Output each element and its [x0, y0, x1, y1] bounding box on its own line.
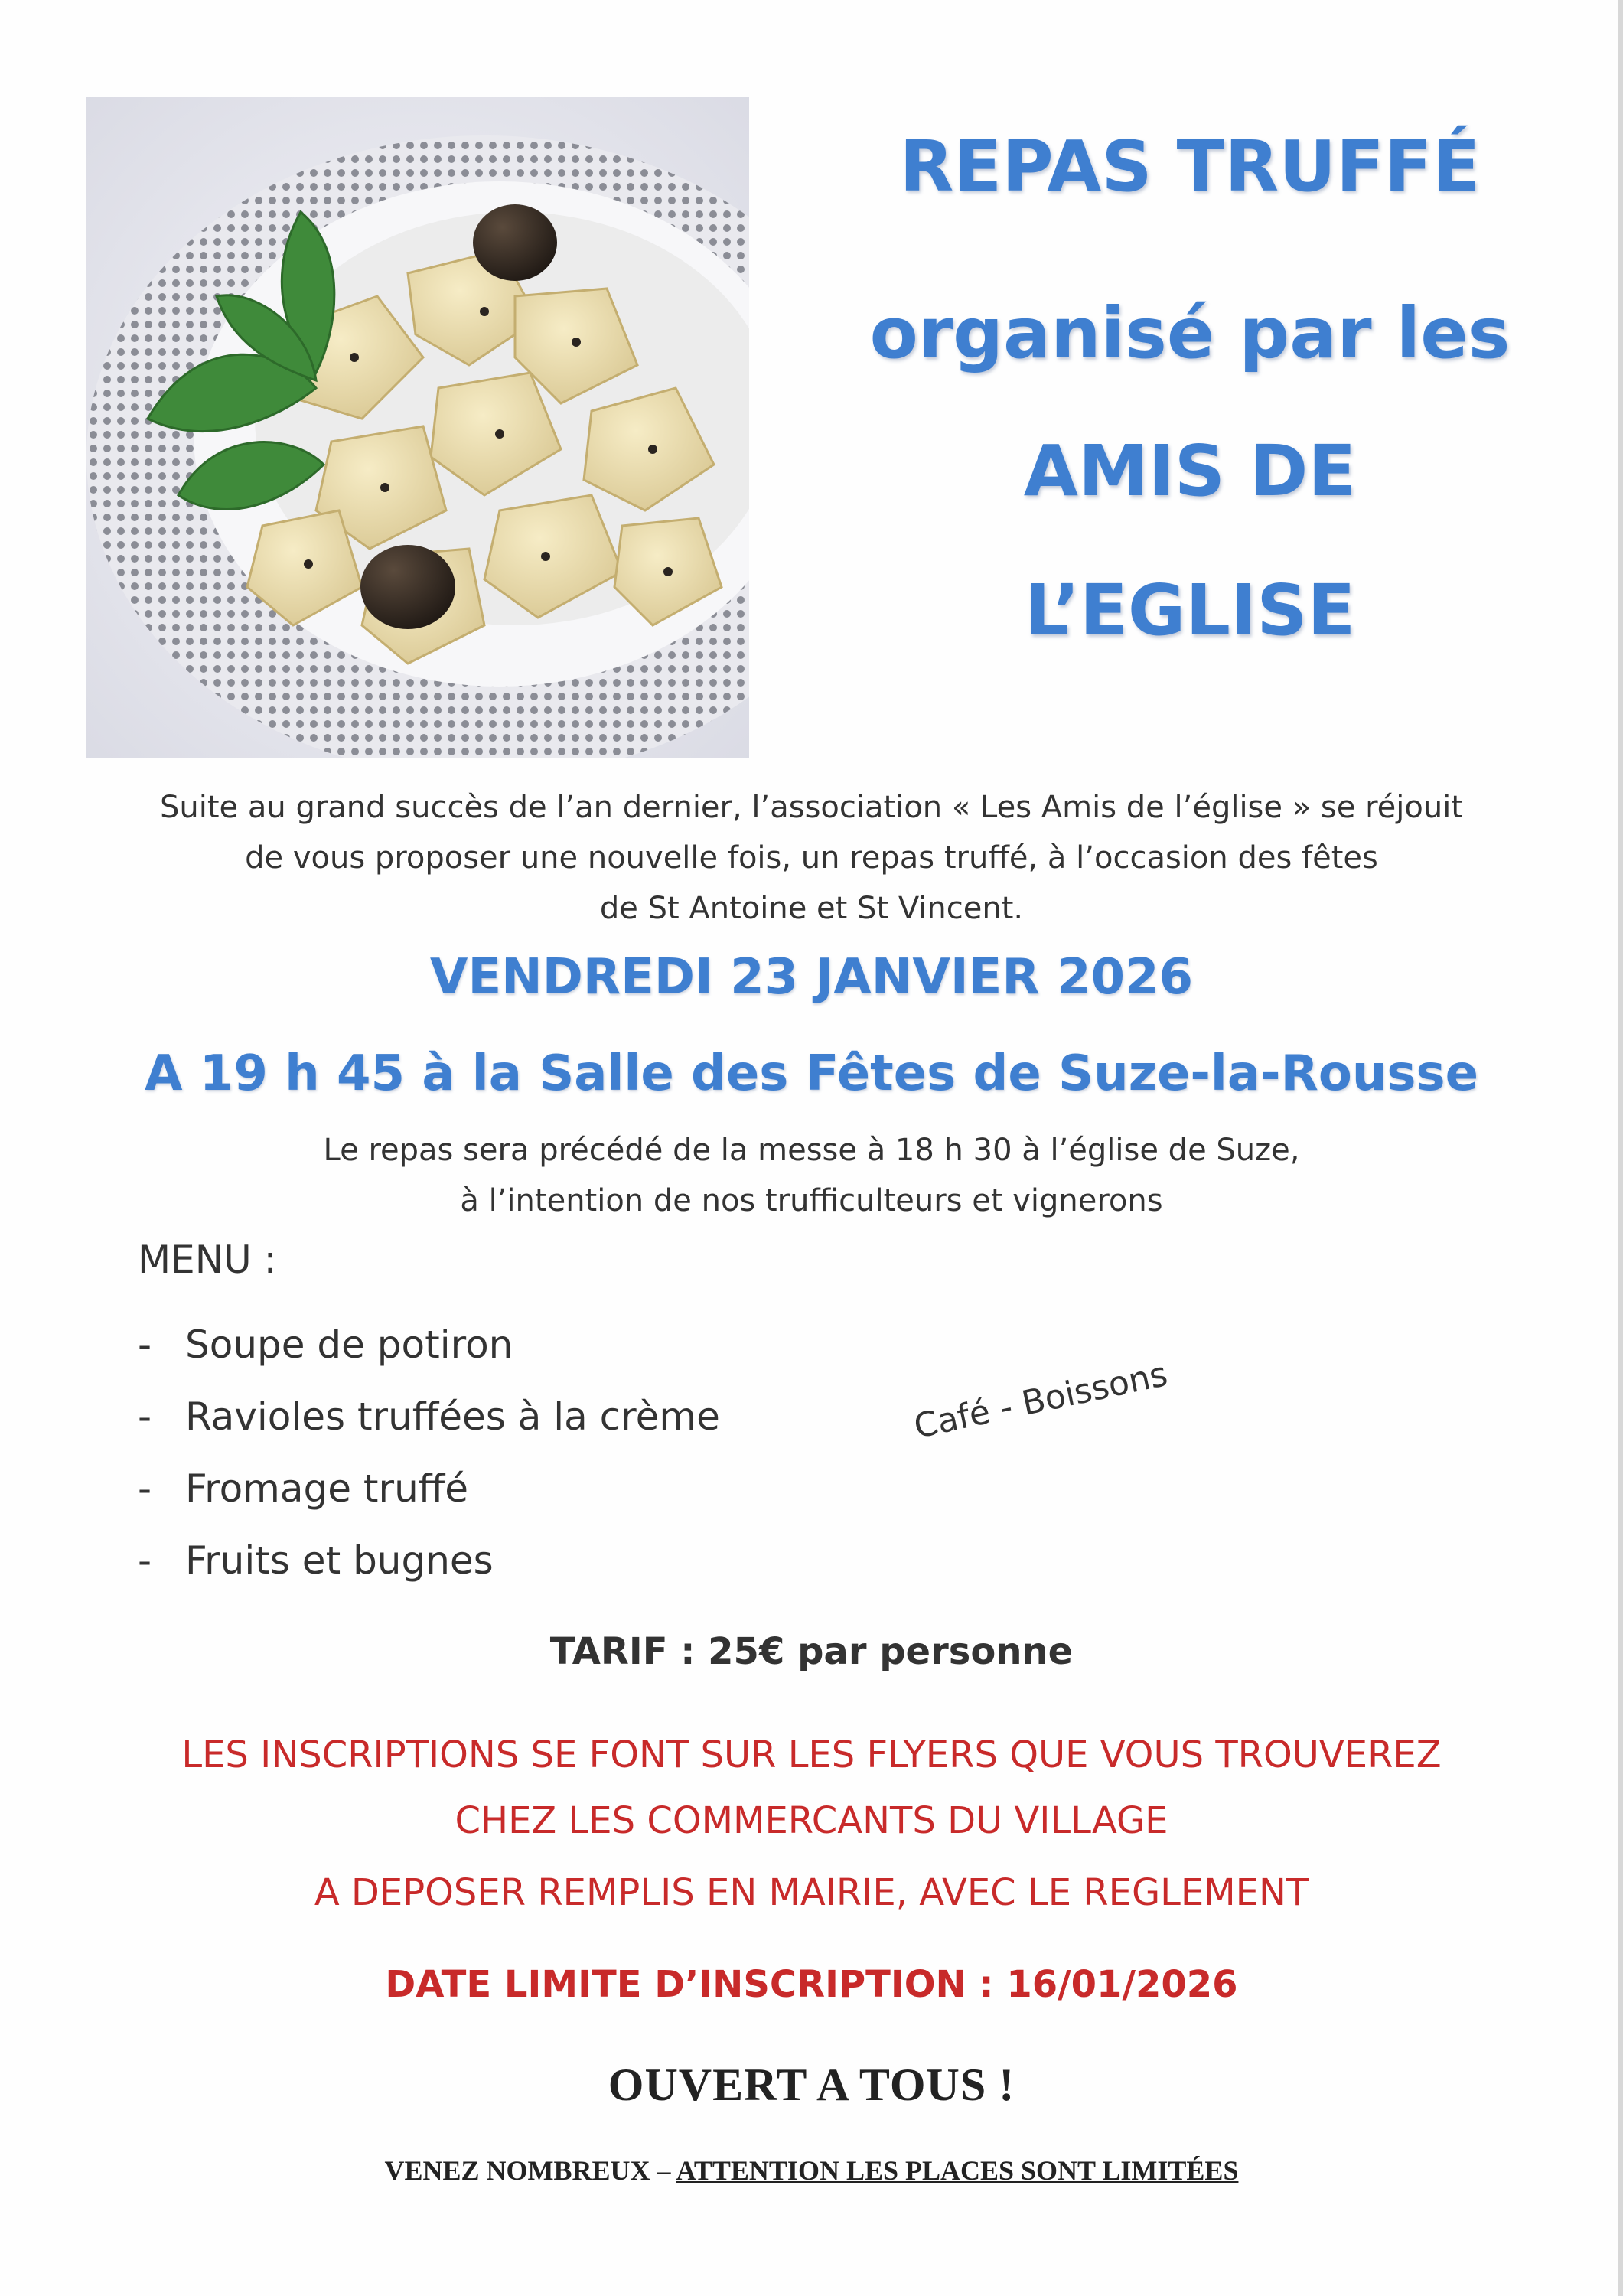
menu-bullet: - — [138, 1538, 152, 1583]
intro-paragraph — [0, 782, 1623, 934]
menu-bullet: - — [138, 1466, 152, 1511]
menu-item — [138, 1462, 720, 1534]
messe-note — [0, 1125, 1623, 1226]
ravioli-truffle-plate-photo — [86, 97, 749, 758]
inscription-line-1: LES INSCRIPTIONS SE FONT SUR LES FLYERS QUE VOUS TROUVEREZ — [181, 1733, 1442, 1776]
inscription-notice — [0, 1722, 1623, 1854]
intro-line-3: de St Antoine et St Vincent. — [599, 891, 1024, 926]
depose-notice: A DEPOSER REMPLIS EN MAIRIE, AVEC LE REGLEMENT — [314, 1871, 1309, 1914]
plate-illustration — [86, 97, 749, 758]
menu-item — [138, 1390, 720, 1462]
intro-line-2: de vous proposer une nouvelle fois, un repas truffé, à l’occasion des fêtes — [245, 840, 1378, 876]
menu-bullet: - — [138, 1322, 152, 1367]
deadline-notice: DATE LIMITE D’INSCRIPTION : 16/01/2026 — [385, 1963, 1238, 2006]
venez-nombreux: VENEZ NOMBREUX – — [384, 2155, 676, 2186]
messe-line-1: Le repas sera précédé de la messe à 18 h 30 à l’église de Suze, — [323, 1133, 1300, 1168]
menu-item-label: Ravioles truffées à la crème — [185, 1394, 720, 1439]
intro-line-1: Suite au grand succès de l’an dernier, l’association « Les Amis de l’église » se réjouit — [160, 790, 1463, 825]
cafe-boissons-note: Café - Boissons — [911, 1354, 1172, 1446]
footer-line — [0, 2154, 1623, 2187]
inscription-line-2: CHEZ LES COMMERCANTS DU VILLAGE — [455, 1799, 1168, 1842]
menu-title: MENU : — [138, 1238, 277, 1282]
title-line-1: REPAS TRUFFÉ — [899, 126, 1481, 207]
ouvert-a-tous: OUVERT A TOUS ! — [608, 2060, 1015, 2110]
menu-item — [138, 1534, 720, 1606]
places-limitees: ATTENTION LES PLACES SONT LIMITÉES — [676, 2155, 1239, 2186]
menu-bullet: - — [138, 1394, 152, 1439]
tarif: TARIF : 25€ par personne — [549, 1630, 1074, 1673]
messe-line-2: à l’intention de nos trufficulteurs et vignerons — [460, 1183, 1163, 1218]
title-line-3: AMIS DE — [1023, 430, 1357, 512]
menu-item-label: Fromage truffé — [185, 1466, 468, 1511]
menu-item-label: Fruits et bugnes — [185, 1538, 494, 1583]
menu-item-label: Soupe de potiron — [185, 1322, 513, 1367]
title-line-4: L’EGLISE — [1024, 569, 1356, 651]
title-line-2: organisé par les — [869, 292, 1511, 374]
event-place: A 19 h 45 à la Salle des Fêtes de Suze-la-Rousse — [144, 1045, 1479, 1102]
event-date: VENDREDI 23 JANVIER 2026 — [429, 949, 1194, 1006]
menu-list — [138, 1318, 720, 1606]
menu-item — [138, 1318, 720, 1390]
